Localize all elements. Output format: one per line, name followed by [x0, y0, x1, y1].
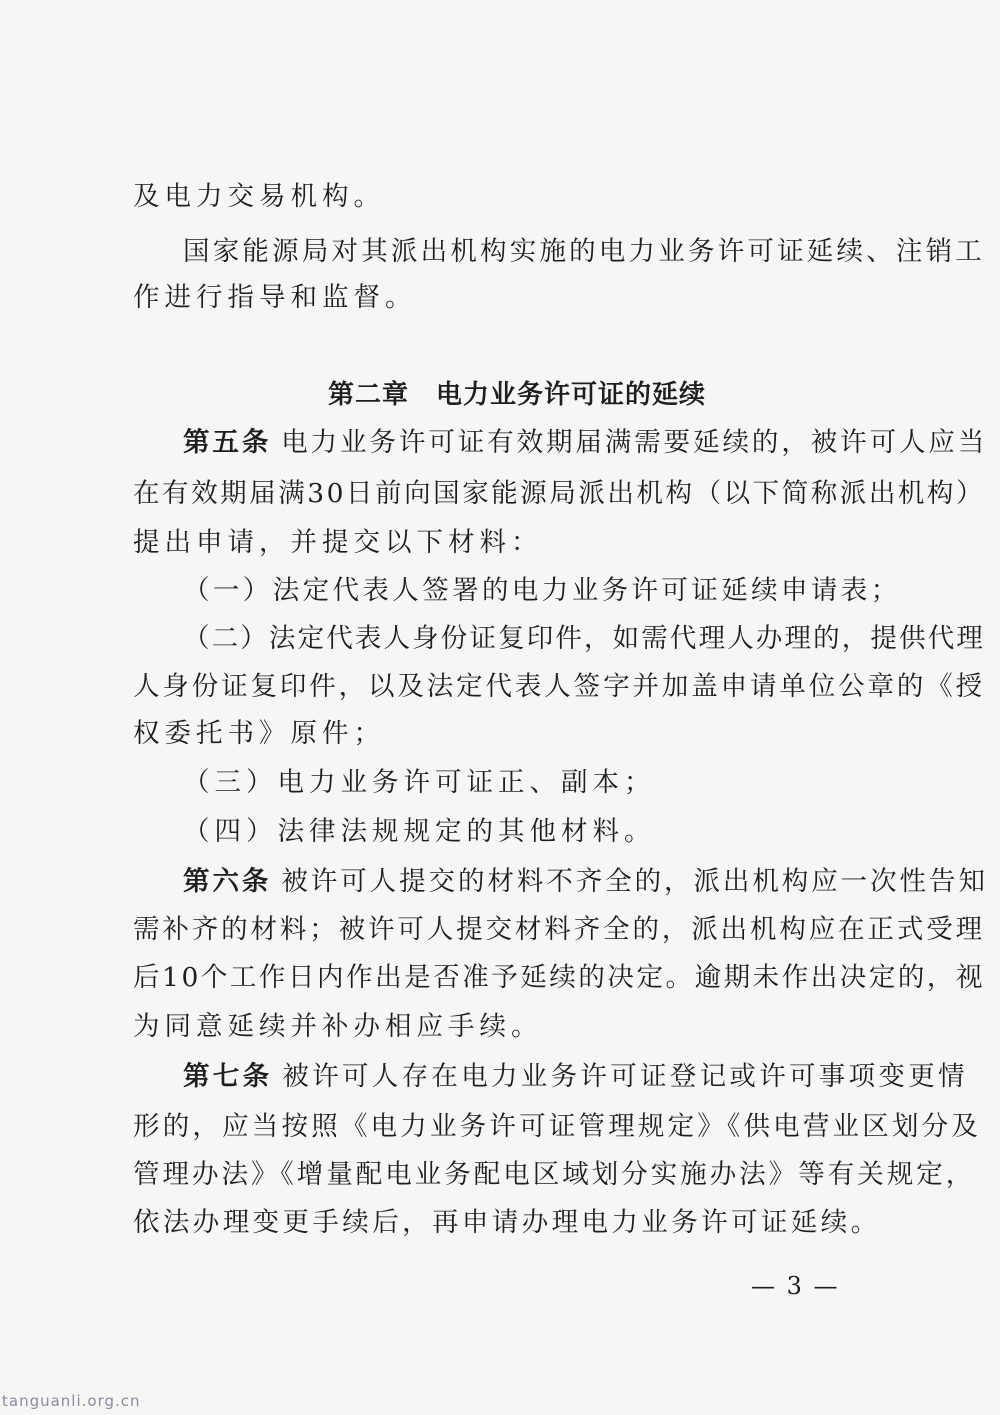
- list-item: （三）电力业务许可证正、副本；: [183, 767, 656, 798]
- article-5-label: 第五条: [183, 427, 272, 458]
- text-line: 管理办法》《增量配电业务配电区域划分实施办法》等有关规定，: [133, 1159, 976, 1190]
- list-item: 人身份证复印件，以及法定代表人签字并加盖申请单位公章的《授: [133, 671, 985, 702]
- article-6-label: 第六条: [183, 866, 272, 897]
- text-line: 提出申请，并提交以下材料：: [133, 527, 543, 558]
- text-line: 国家能源局对其派出机构实施的电力业务许可证延续、注销工: [183, 236, 985, 267]
- text-line: 形的，应当按照《电力业务许可证管理规定》《供电营业区划分及: [133, 1111, 982, 1142]
- text-line: 作进行指导和监督。: [133, 282, 417, 313]
- article-7-text: 被许可人存在电力业务许可证登记或许可事项变更情: [282, 1061, 968, 1092]
- chapter-heading: 第二章 电力业务许可证的延续: [328, 380, 707, 410]
- list-item: 权委托书》原件；: [133, 718, 385, 749]
- article-5-first-line: [183, 428, 987, 458]
- watermark: tanguanli.org.cn: [2, 1392, 141, 1410]
- text-line: 需补齐的材料；被许可人提交材料齐全的，派出机构应在正式受理: [133, 914, 985, 945]
- article-6-first-line: [183, 867, 988, 897]
- text-line: 后10个工作日内作出是否准予延续的决定。逾期未作出决定的，视: [133, 962, 985, 993]
- list-item: （四）法律法规规定的其他材料。: [183, 816, 656, 847]
- list-item: （二）法定代表人身份证复印件，如需代理人办理的，提供代理: [183, 623, 985, 654]
- article-6-text: 被许可人提交的材料不齐全的，派出机构应一次性告知: [281, 866, 988, 897]
- article-7-first-line: [183, 1062, 968, 1092]
- text-line: 在有效期届满30日前向国家能源局派出机构（以下简称派出机构）: [133, 478, 985, 509]
- text-line: 依法办理变更手续后，再申请办理电力业务许可证延续。: [133, 1207, 881, 1238]
- list-item: （一）法定代表人签署的电力业务许可证延续申请表；: [183, 575, 901, 606]
- article-5-text: 电力业务许可证有效期届满需要延续的，被许可人应当: [281, 427, 988, 458]
- text-line: 为同意延续并补办相应手续。: [133, 1011, 543, 1042]
- text-line: 及电力交易机构。: [133, 181, 385, 212]
- article-7-label: 第七条: [183, 1061, 273, 1092]
- page-number: — 3 —: [751, 1272, 840, 1300]
